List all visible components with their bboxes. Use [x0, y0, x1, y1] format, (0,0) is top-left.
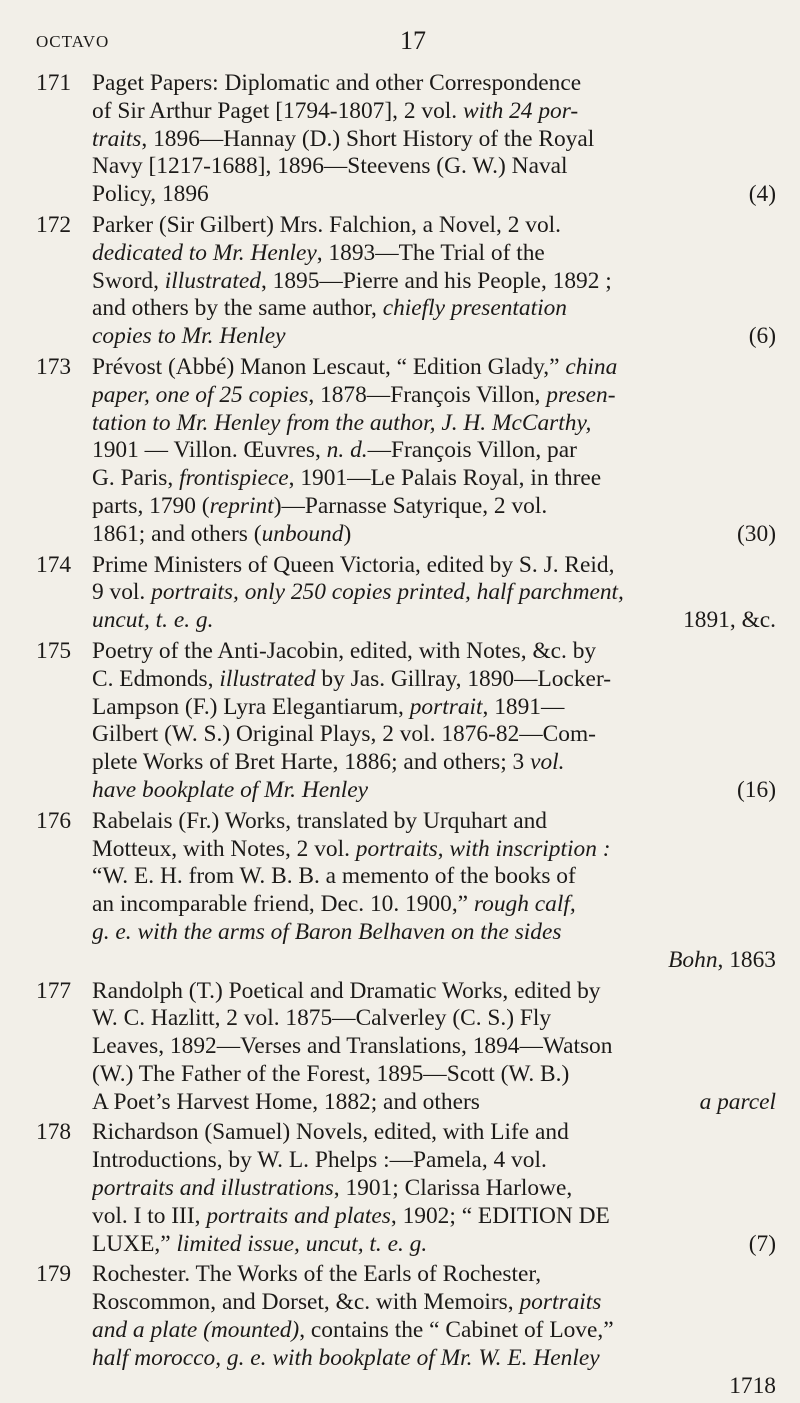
- running-head: [36, 28, 760, 58]
- text: , 1902; “ EDITION DE: [390, 1202, 610, 1229]
- lot-number: 173: [36, 353, 72, 380]
- italic-text: Bohn: [668, 946, 718, 973]
- description-line: [92, 1373, 776, 1401]
- description-line: [92, 465, 776, 493]
- text: “W. E. H. from W. B. B. a memento of the books of: [92, 863, 576, 890]
- text: ): [343, 520, 352, 547]
- description-line: [92, 552, 776, 580]
- description-line: [92, 98, 776, 126]
- lot-number: 179: [36, 1261, 72, 1288]
- italic-text: portraits, only 250 copies printed, half parchment,: [151, 579, 624, 606]
- text: , 1895—Pierre and his People, 1892 ;: [260, 267, 612, 294]
- text: Policy, 1896: [92, 181, 209, 208]
- italic-text: portraits and illustrations: [92, 1175, 334, 1202]
- italic-text: and a plate (mounted): [92, 1317, 300, 1344]
- italic-text: rough calf,: [473, 891, 576, 918]
- text: , 1878—François Villon,: [308, 381, 547, 408]
- description-line: [92, 947, 776, 975]
- lot-quantity: 1891, &c.: [683, 607, 776, 634]
- lot-entry: [36, 978, 776, 1117]
- italic-text: china: [565, 353, 618, 380]
- description-line: [92, 240, 776, 268]
- lot-quantity: a parcel: [699, 1088, 776, 1115]
- description-line: [92, 1345, 776, 1373]
- description-line: [92, 694, 776, 722]
- text: Gilbert (W. S.) Original Plays, 2 vol. 1876-82—Com-: [92, 721, 596, 748]
- lot-entry: [36, 212, 776, 351]
- text: Rabelais (Fr.) Works, translated by Urquhart and: [92, 807, 547, 834]
- italic-text: portraits and plates: [206, 1202, 391, 1229]
- description-line: [92, 808, 776, 836]
- description-line: [92, 777, 776, 805]
- text: 9 vol.: [92, 579, 152, 606]
- text: )—Parnasse Satyrique, 2 vol.: [273, 492, 548, 519]
- lot-number: 177: [36, 977, 72, 1004]
- text: (W.) The Father of the Forest, 1895—Scott (W. B.): [92, 1060, 570, 1087]
- italic-text: uncut, t. e. g.: [92, 607, 214, 634]
- description-line: [92, 212, 776, 240]
- lot-entry: [36, 354, 776, 549]
- text: Prime Ministers of Queen Victoria, edited by S. J. Reid,: [92, 551, 615, 578]
- text: , contains the “ Cabinet of Love,”: [299, 1317, 614, 1344]
- description-line: [92, 579, 776, 607]
- lot-entry: [36, 638, 776, 805]
- description-line: [92, 638, 776, 666]
- text: Sword,: [92, 267, 165, 294]
- description-line: [92, 1175, 776, 1203]
- text: Lampson (F.) Lyra Elegantiarum,: [92, 693, 410, 720]
- lot-quantity: (30): [737, 520, 776, 547]
- description-line: [92, 437, 776, 465]
- description-line: [92, 153, 776, 181]
- italic-text: g. e. with the arms of Baron Belhaven on the sides: [92, 918, 562, 945]
- description-line: [92, 1289, 776, 1317]
- italic-text: tation to Mr. Henley from the author, J. H. McCarthy,: [92, 409, 592, 436]
- text: , 1891—: [482, 693, 565, 720]
- description-line: [92, 410, 776, 438]
- text: , 1893—The Trial of the: [316, 239, 545, 266]
- lot-entry: [36, 808, 776, 975]
- text: Poetry of the Anti-Jacobin, edited, with Notes, &c. by: [92, 637, 597, 664]
- text: Roscommon, and Dorset, &c. with Memoirs,: [92, 1289, 520, 1316]
- italic-text: dedicated to Mr. Henley: [92, 239, 317, 266]
- italic-text: portraits, with inscription :: [355, 835, 611, 862]
- description-line: [92, 1203, 776, 1231]
- text: W. C. Hazlitt, 2 vol. 1875—Calverley (C. S.) Fly: [92, 1005, 552, 1032]
- description-line: [92, 836, 776, 864]
- description-line: [92, 354, 776, 382]
- description-line: [92, 607, 776, 635]
- italic-text: portrait: [409, 693, 483, 720]
- lot-list: [36, 70, 776, 1403]
- lot-number: 178: [36, 1119, 72, 1146]
- lot-number: 174: [36, 551, 72, 578]
- description-line: [92, 919, 776, 947]
- text: Leaves, 1892—Verses and Translations, 1894—Watson: [92, 1033, 613, 1060]
- italic-text: illustrated: [219, 665, 316, 692]
- text: G. Paris,: [92, 465, 180, 492]
- description-line: [92, 1261, 776, 1289]
- text: , 1901—Le Palais Royal, in three: [288, 465, 602, 492]
- description-line: [92, 70, 776, 98]
- description-line: [92, 721, 776, 749]
- italic-text: reprint: [209, 492, 274, 519]
- description-line: [92, 323, 776, 351]
- italic-text: with 24 por-: [462, 97, 579, 124]
- italic-text: frontispiece: [179, 465, 289, 492]
- italic-text: traits: [92, 125, 142, 152]
- lot-number: 175: [36, 637, 72, 664]
- text: Navy [1217-1688], 1896—Steevens (G. W.) Naval: [92, 153, 568, 180]
- italic-text: half morocco, g. e. with bookplate of Mr. W. E. Henley: [92, 1344, 600, 1371]
- italic-text: limited issue, uncut, t. e. g.: [176, 1230, 428, 1257]
- text: by Jas. Gillray, 1890—Locker-: [315, 665, 612, 692]
- italic-text: paper, one of 25 copies: [92, 381, 309, 408]
- description-line: [92, 1061, 776, 1089]
- description-line: [92, 295, 776, 323]
- description-line: [92, 891, 776, 919]
- description-line: [92, 268, 776, 296]
- italic-text: presen-: [546, 381, 616, 408]
- italic-text: portraits: [519, 1289, 602, 1316]
- text: plete Works of Bret Harte, 1886; and others; 3: [92, 749, 531, 776]
- lot-entry: [36, 552, 776, 635]
- text: , 1863: [717, 946, 776, 973]
- description-line: [92, 493, 776, 521]
- text: Prévost (Abbé) Manon Lescaut, “ Edition Glady,”: [92, 353, 566, 380]
- text: 1901 — Villon. Œuvres,: [92, 437, 327, 464]
- text: Richardson (Samuel) Novels, edited, with Life and: [92, 1119, 569, 1146]
- lot-number: 176: [36, 807, 72, 834]
- italic-text: unbound: [261, 520, 344, 547]
- text: and others by the same author,: [92, 295, 383, 322]
- text: Parker (Sir Gilbert) Mrs. Falchion, a Novel, 2 vol.: [92, 211, 562, 238]
- text: of Sir Arthur Paget [1794-1807], 2 vol.: [92, 97, 463, 124]
- italic-text: n. d.: [326, 437, 368, 464]
- text: —François Villon, par: [367, 437, 577, 464]
- text: Paget Papers: Diplomatic and other Correspondence: [92, 70, 582, 96]
- description-line: [92, 1119, 776, 1147]
- description-line: [92, 382, 776, 410]
- description-line: [92, 749, 776, 777]
- italic-text: copies to Mr. Henley: [92, 323, 286, 350]
- text: Introductions, by W. L. Phelps :—Pamela, 4 vol.: [92, 1147, 547, 1174]
- lot-entry: [36, 70, 776, 209]
- description-line: [92, 978, 776, 1006]
- text: vol. I to III,: [92, 1202, 207, 1229]
- description-line: [92, 863, 776, 891]
- text: , 1896—Hannay (D.) Short History of the Royal: [141, 125, 595, 152]
- text: Motteux, with Notes, 2 vol.: [92, 835, 356, 862]
- lot-number: 171: [36, 70, 72, 96]
- page-number: 17: [400, 26, 426, 55]
- lot-quantity: (7): [748, 1230, 776, 1257]
- text: an incomparable friend, Dec. 10. 1900,”: [92, 891, 474, 918]
- description-line: [92, 1231, 776, 1259]
- description-line: [92, 126, 776, 154]
- text: C. Edmonds,: [92, 665, 220, 692]
- lot-entry: [36, 1261, 776, 1400]
- description-line: [92, 1147, 776, 1175]
- text: 1861; and others (: [92, 520, 262, 547]
- description-line: [92, 1089, 776, 1117]
- italic-text: chiefly presentation: [382, 295, 567, 322]
- text: parts, 1790 (: [92, 492, 210, 519]
- text: , 1901; Clarissa Harlowe,: [333, 1175, 573, 1202]
- description-line: [92, 521, 776, 549]
- description-line: [92, 1033, 776, 1061]
- text: Randolph (T.) Poetical and Dramatic Works, edited by: [92, 977, 601, 1004]
- lot-quantity: (4): [748, 181, 776, 208]
- lot-entry: [36, 1119, 776, 1258]
- description-line: [92, 1005, 776, 1033]
- lot-number: 172: [36, 211, 72, 238]
- text: LUXE,”: [92, 1230, 177, 1257]
- description-line: [92, 181, 776, 209]
- lot-quantity: (16): [737, 776, 776, 803]
- italic-text: vol.: [530, 749, 565, 776]
- lot-quantity: (6): [748, 323, 776, 350]
- italic-text: illustrated: [164, 267, 261, 294]
- description-line: [92, 1317, 776, 1345]
- section-heading: OCTAVO: [36, 32, 110, 51]
- text: A Poet’s Harvest Home, 1882; and others: [92, 1088, 480, 1115]
- text: 1718: [729, 1372, 776, 1399]
- text: Rochester. The Works of the Earls of Rochester,: [92, 1261, 542, 1288]
- description-line: [92, 666, 776, 694]
- italic-text: have bookplate of Mr. Henley: [92, 776, 369, 803]
